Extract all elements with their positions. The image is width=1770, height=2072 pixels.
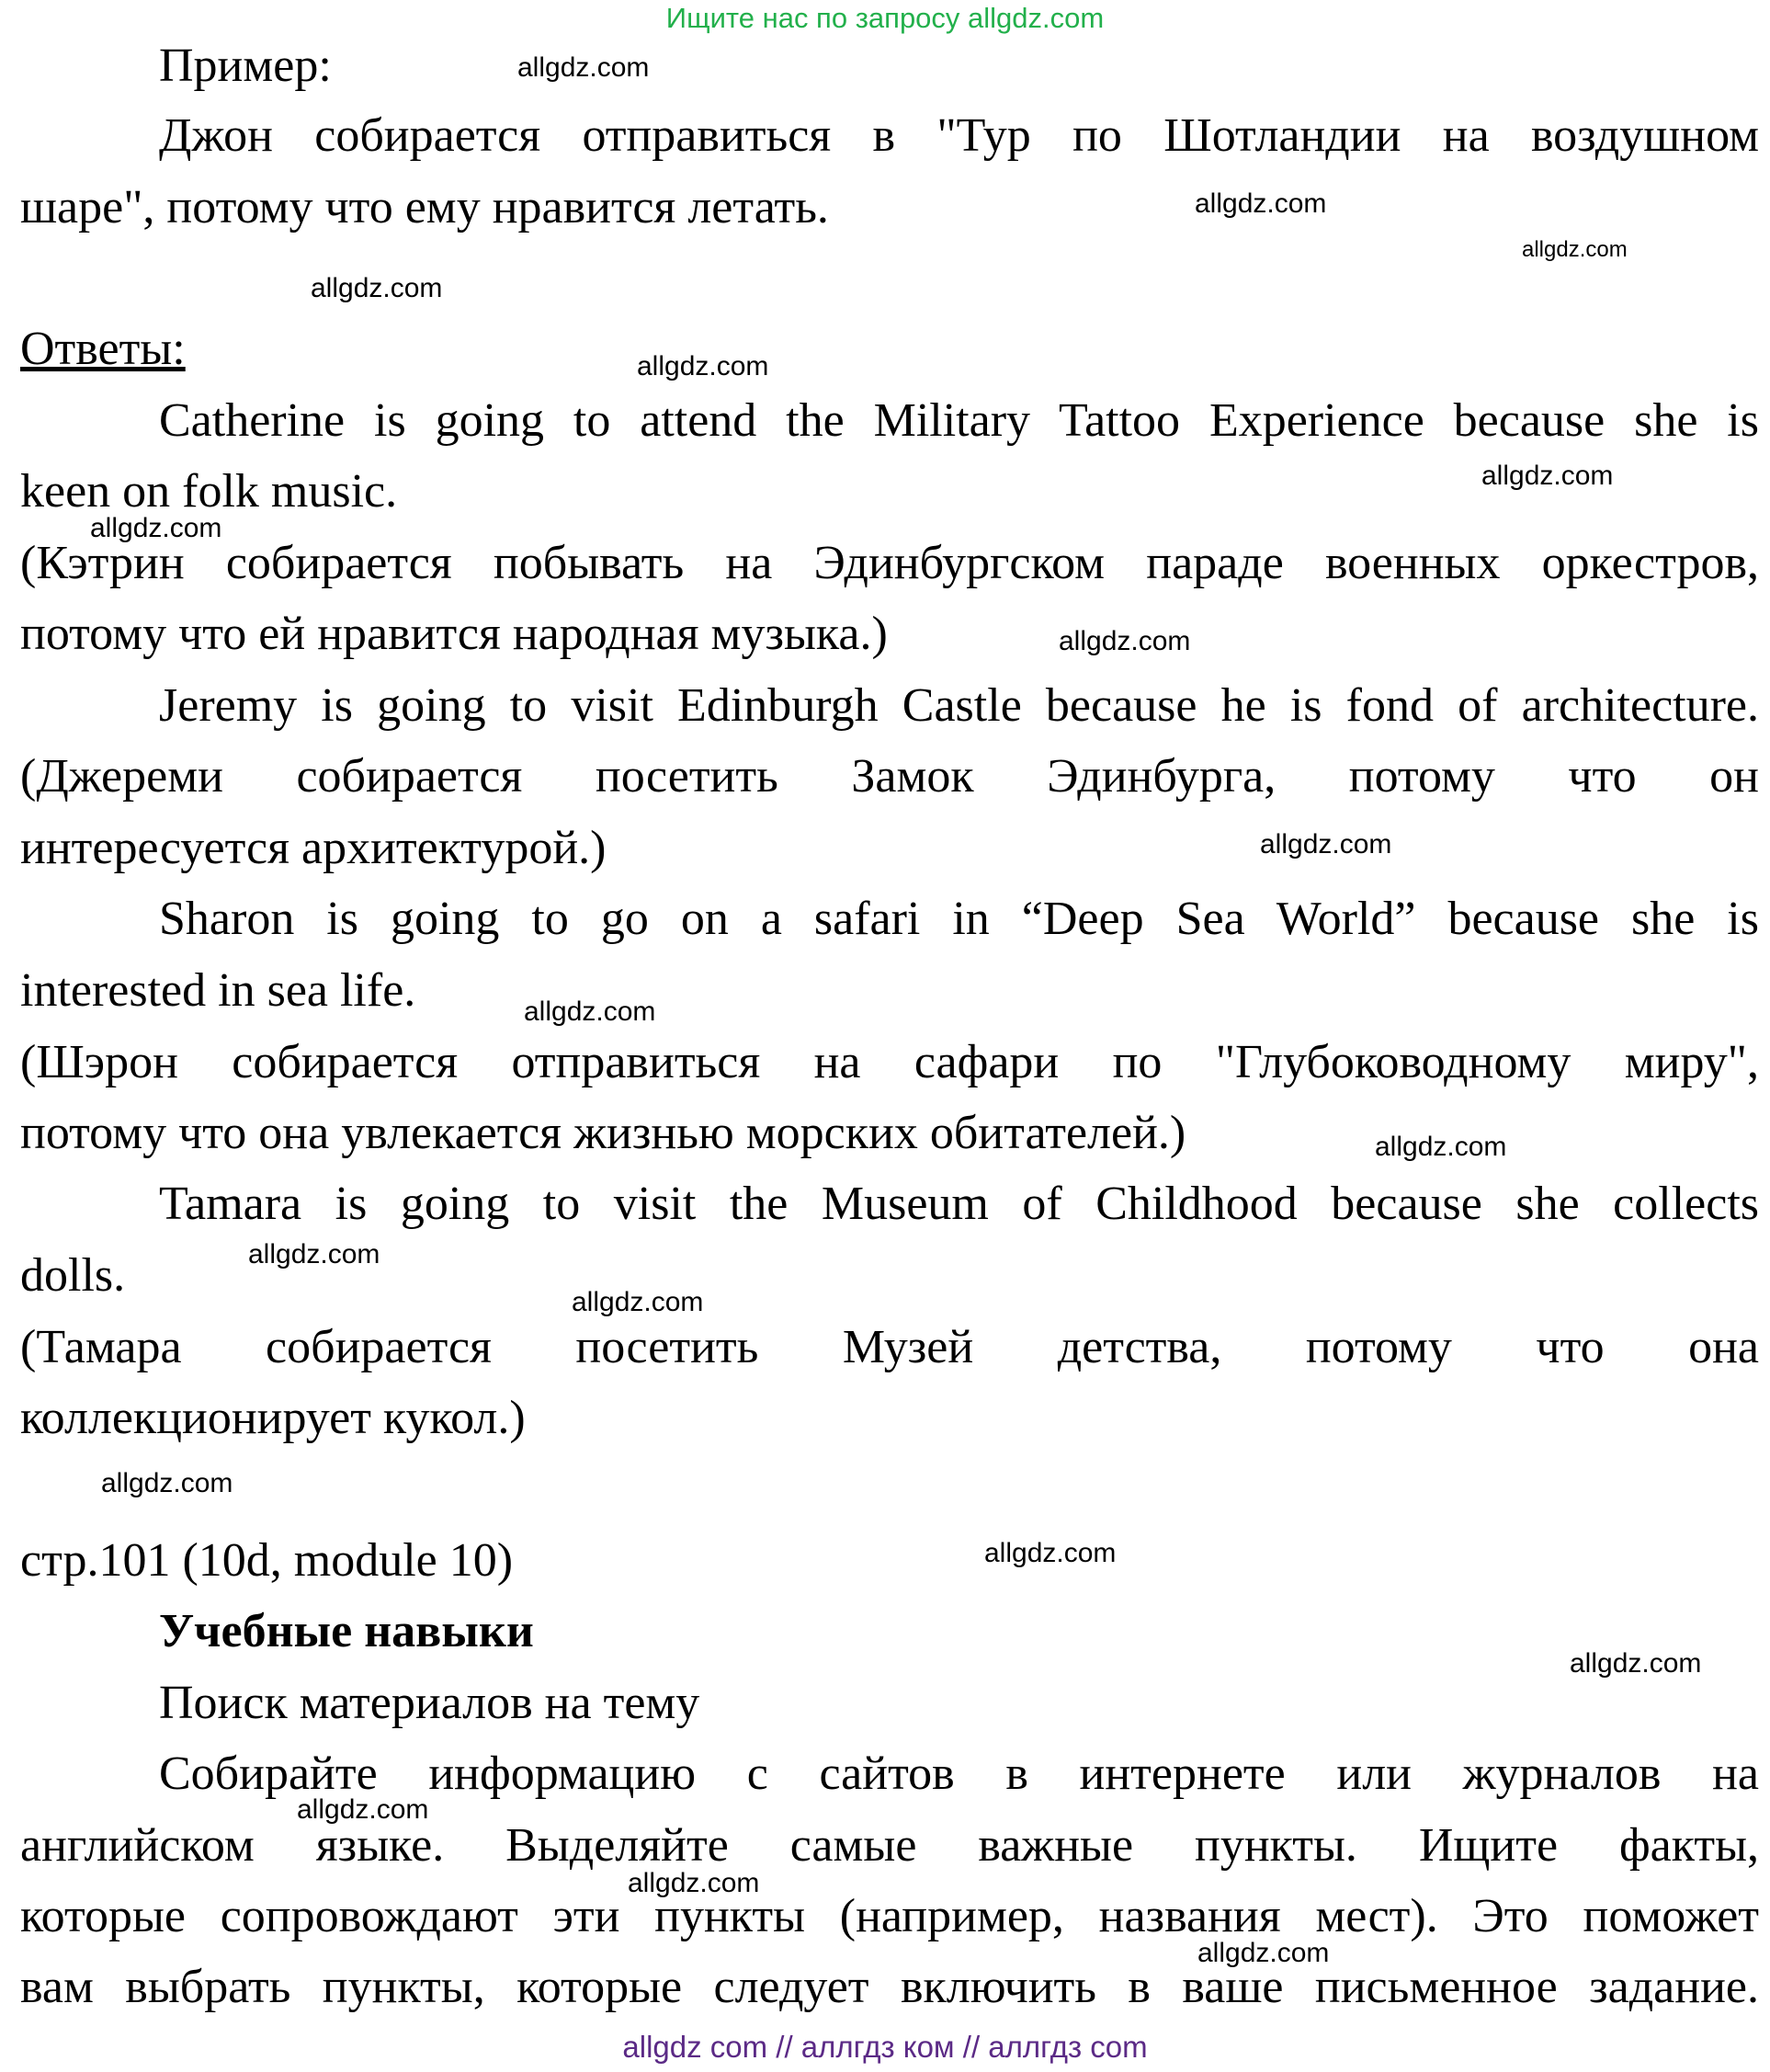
watermark: allgdz.com — [101, 1468, 233, 1498]
watermark: allgdz.com — [311, 273, 443, 303]
translation-line: (Тамара собирается посетить Музей детства, потому что она — [20, 1321, 1759, 1373]
page-reference: стр.101 (10d, module 10) — [20, 1534, 514, 1587]
footer-banner[interactable]: allgdz com // аллгдз ком // аллгдз com — [622, 2030, 1148, 2064]
answer-text-line: dolls. — [20, 1249, 126, 1302]
example-line: Джон собирается отправиться в "Тур по Шотландии на воздушном — [159, 109, 1759, 162]
header-banner[interactable]: Ищите нас по запросу allgdz.com — [665, 2, 1105, 34]
watermark: allgdz.com — [517, 52, 650, 83]
section-subtitle: Поиск материалов на тему — [159, 1677, 700, 1729]
translation-line: коллекционирует кукол.) — [20, 1392, 526, 1444]
watermark: allgdz.com — [628, 1868, 760, 1898]
watermark: allgdz.com — [572, 1287, 704, 1317]
watermark: allgdz.com — [1197, 1938, 1330, 1968]
example-line: шаре", потому что ему нравится летать. — [20, 181, 829, 233]
watermark: allgdz.com — [90, 513, 222, 543]
tip-line: которые сопровождают эти пункты (например, названия мест). Это поможет — [20, 1890, 1759, 1942]
watermark: allgdz.com — [637, 351, 769, 381]
answer-text-line: interested in sea life. — [20, 964, 416, 1017]
section-title: Учебные навыки — [159, 1605, 534, 1657]
watermark: allgdz.com — [1195, 188, 1327, 219]
example-label: Пример: — [159, 40, 332, 92]
translation-line: интересуется архитектурой.) — [20, 822, 607, 874]
answer-text-line: Jeremy is going to visit Edinburgh Castle because he is fond of architecture. — [159, 679, 1759, 732]
translation-line: потому что ей нравится народная музыка.) — [20, 608, 888, 660]
watermark: allgdz.com — [1375, 1132, 1507, 1162]
tip-line: Собирайте информацию с сайтов в интернете или журналов на — [159, 1748, 1759, 1800]
answer-text-line: Tamara is going to visit the Museum of Childhood because she collects — [159, 1178, 1759, 1230]
watermark: allgdz.com — [984, 1538, 1117, 1568]
answer-text-line: Sharon is going to go on a safari in “Deep Sea World” because she is — [159, 893, 1759, 945]
answer-text-line: Catherine is going to attend the Military Tattoo Experience because she is — [159, 394, 1759, 447]
answers-heading: Ответы: — [20, 323, 186, 375]
watermark: allgdz.com — [1522, 237, 1628, 262]
watermark: allgdz.com — [1570, 1648, 1702, 1679]
translation-line: (Джереми собирается посетить Замок Эдинбурга, потому что он — [20, 750, 1759, 803]
answer-text-line: keen on folk music. — [20, 465, 398, 518]
watermark: allgdz.com — [1059, 626, 1191, 656]
watermark: allgdz.com — [1481, 461, 1614, 491]
translation-line: потому что она увлекается жизнью морских обитателей.) — [20, 1107, 1186, 1159]
watermark: allgdz.com — [297, 1794, 429, 1825]
watermark: allgdz.com — [248, 1239, 380, 1269]
translation-line: (Шэрон собирается отправиться на сафари по "Глубоководному миру", — [20, 1036, 1759, 1088]
watermark: allgdz.com — [524, 996, 656, 1027]
watermark: allgdz.com — [1260, 829, 1392, 860]
translation-line: (Кэтрин собирается побывать на Эдинбургском параде военных оркестров, — [20, 537, 1759, 589]
tip-line: английском языке. Выделяйте самые важные пункты. Ищите факты, — [20, 1819, 1759, 1872]
tip-line: вам выбрать пункты, которые следует включить в ваше письменное задание. — [20, 1961, 1759, 2013]
